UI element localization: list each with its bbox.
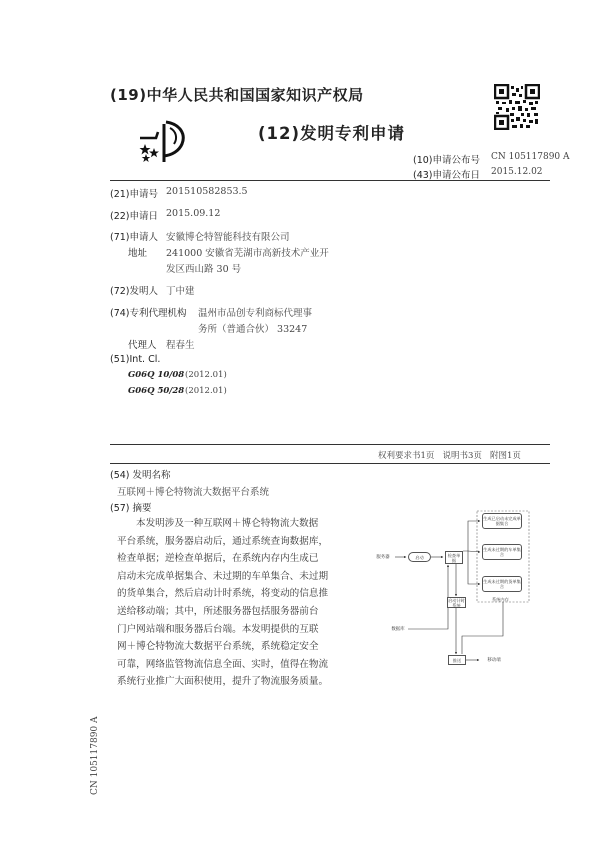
agent-label: 代理人 <box>128 340 157 351</box>
address-label: 地址 <box>128 248 148 259</box>
address-line-1: 241000 安徽省芜湖市高新技术产业开 <box>166 248 329 259</box>
flow-launch: 启动 <box>408 552 431 562</box>
flow-memory-set-1: 生成已启动未完成单据集合 <box>482 513 522 529</box>
agency-line-1: 温州市品创专利商标代理事 <box>198 308 313 319</box>
agency-line-2: 务所（普通合伙） 33247 <box>198 324 308 335</box>
abstract-line: 平台系统，服务器启动后，通过系统查询数据库， <box>117 535 329 547</box>
flow-timer: 启动计时系统 <box>448 597 465 608</box>
title-rule <box>110 463 550 464</box>
abstract-text <box>117 515 350 691</box>
abstract-line: 启动未完成单据集合、未过期的车单集合、未过期 <box>117 570 329 582</box>
classification-2-code: G06Q 50/28 <box>128 386 185 396</box>
header-rule <box>110 180 550 181</box>
abstract-label: (57) 摘要 <box>110 503 152 514</box>
invention-title-label: (54) 发明名称 <box>110 470 171 481</box>
flowchart <box>368 508 550 678</box>
abstract-line: 送给移动端；其中，所述服务器包括服务器前台 <box>117 605 319 617</box>
flow-database: 数据库 <box>388 624 408 634</box>
abstract-line: 网＋博仑特物流大数据平台系统，系统稳定安全 <box>117 641 319 653</box>
abstract-line: 检查单据；逆检查单据后，在系统内存内生成已 <box>117 553 319 565</box>
abstract-line: 可靠，网络监管物流信息全面、实时，值得在物流 <box>117 658 329 670</box>
inventor-label: (72)发明人 <box>110 286 159 297</box>
flow-start: 服务器 <box>371 552 395 562</box>
flow-memory-label: 系统内存 <box>492 597 509 602</box>
flow-memory-set-3: 生成未过期的货单集合 <box>482 576 522 592</box>
abstract-line: 本发明涉及一种互联网＋博仑特物流大数据 <box>136 518 319 529</box>
classification-1-code: G06Q 10/08 <box>128 370 185 380</box>
publication-date-label: (43)申请公布日 <box>413 170 481 181</box>
flowchart-connectors <box>368 508 550 678</box>
patent-office-logo <box>136 118 192 164</box>
applicant-label: (71)申请人 <box>110 232 159 243</box>
pages-info: 权利要求书1页 说明书3页 附图1页 <box>378 451 521 461</box>
classification-1-date: (2012.01) <box>185 370 227 380</box>
side-publication-number: CN 105117890 A <box>90 716 100 795</box>
application-number: 201510582853.5 <box>166 186 248 197</box>
pages-rule <box>110 444 550 445</box>
invention-title: 互联网＋博仑特物流大数据平台系统 <box>117 487 270 498</box>
agency-label: (74)专利代理机构 <box>110 308 187 319</box>
qr-code <box>494 84 540 130</box>
application-number-label: (21)申请号 <box>110 189 159 200</box>
abstract-line: 系统行业推广大面积使用，提升了物流服务质量。 <box>117 676 329 688</box>
abstract-line: 门户网站端和服务器后台端。本发明提供的互联 <box>117 623 319 635</box>
publication-date: 2015.12.02 <box>491 167 543 177</box>
flow-push: 推送 <box>448 655 466 665</box>
application-date-label: (22)申请日 <box>110 211 159 222</box>
agent: 程春生 <box>166 340 195 351</box>
office-name: (19)中华人民共和国国家知识产权局 <box>110 86 364 104</box>
address-line-2: 发区西山路 30 号 <box>166 264 242 275</box>
int-cl-label: (51)Int. Cl. <box>110 354 161 365</box>
classification-2-date: (2012.01) <box>185 386 227 396</box>
flow-check-documents: 检查单据 <box>445 551 463 564</box>
flow-memory-set-2: 生成未过期的车单集合 <box>482 544 522 560</box>
abstract-line: 的货单集合，然后启动计时系统，将变动的信息推 <box>117 588 329 600</box>
application-date: 2015.09.12 <box>166 208 221 219</box>
publication-number-label: (10)申请公布号 <box>413 155 481 166</box>
publication-number: CN 105117890 A <box>491 152 570 162</box>
flow-mobile: 移动端 <box>481 655 507 665</box>
inventor: 丁中建 <box>166 286 195 297</box>
document-type: (12)发明专利申请 <box>258 124 406 143</box>
applicant: 安徽博仑特智能科技有限公司 <box>166 232 290 243</box>
